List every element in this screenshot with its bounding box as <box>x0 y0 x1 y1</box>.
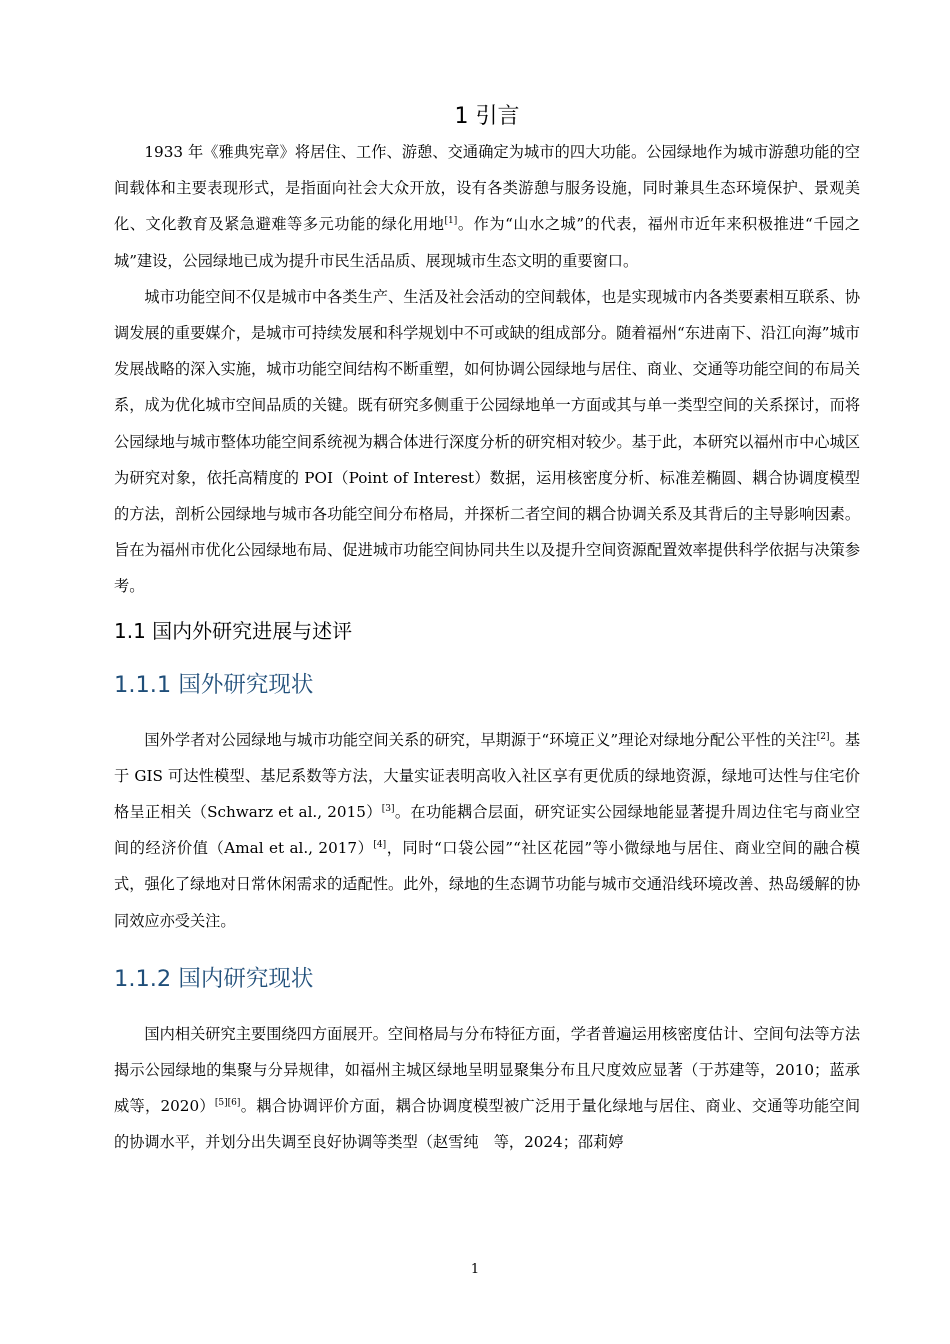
intro-paragraph-2: 城市功能空间不仅是城市中各类生产、生活及社会活动的空间载体，也是实现城市内各类要素相互联系、协调发展的重要媒介，是城市可持续发展和科学规划中不可或缺的组成部分。随着福州“东进南下、沿江向海”城市发展战略的深入实施，城市功能空间结构不断重塑，如何协调公园绿地与居住、商业、交通等功能空间的布局关系，成为优化城市空间品质的关键。既有研究多侧重于公园绿地单一方面或其与单一类型空间的关系探讨，而将公园绿地与城市整体功能空间系统视为耦合体进行深度分析的研究相对较少。基于此，本研究以福州市中心城区为研究对象，依托高精度的 POI（Point of Interest）数据，运用核密度分析、标准差椭圆、耦合协调度模型的方法，剖析公园绿地与城市各功能空间分布格局，并探析二者空间的耦合协调关系及其背后的主导影响因素。旨在为福州市优化公园绿地布局、促进城市功能空间协同共生以及提升空间资源配置效率提供科学依据与决策参考。 <box>114 287 860 596</box>
intro-paragraph-1 <box>114 134 860 279</box>
domestic-text-b: 。耦合协调评价方面，耦合协调度模型被广泛用于量化绿地与居住、商业、交通等功能空间的协调水平，并划分出失调至良好协调等类型（赵雪纯 等，2024；邵莉婷 <box>114 1097 861 1152</box>
foreign-research-paragraph <box>114 722 860 939</box>
citation-4[interactable]: [4] <box>373 840 387 851</box>
page-content <box>114 100 860 1161</box>
section-heading-1-1-1: 1.1.1 国外研究现状 <box>114 671 314 698</box>
citation-5-6[interactable]: [5][6] <box>214 1098 241 1109</box>
foreign-text-c: 。在功能耦合层面，研究证实公园绿地能显著提升周边住宅与商业空间的经济价值（Amal et al., 2017） <box>114 803 861 858</box>
section-heading-1-1: 1.1 国内外研究进展与述评 <box>114 618 353 643</box>
domestic-research-paragraph <box>114 1016 860 1161</box>
citation-2[interactable]: [2] <box>816 731 830 742</box>
citation-1[interactable]: [1] <box>444 216 458 227</box>
intro-p1-text-b: 。作为“山水之城”的代表，福州市近年来积极推进“千园之城”建设，公园绿地已成为提升市民生活品质、展现城市生态文明的重要窗口。 <box>114 215 861 270</box>
domestic-text-a: 国内相关研究主要围绕四方面展开。空间格局与分布特征方面，学者普遍运用核密度估计、空间句法等方法揭示公园绿地的集聚与分异规律，如福州主城区绿地呈明显聚集分布且尺度效应显著（于苏建等，2010；蓝承威等，2020） <box>114 1024 860 1116</box>
foreign-text-d: ，同时“口袋公园”“社区花园”等小微绿地与居住、商业空间的融合模式，强化了绿地对日常休闲需求的适配性。此外，绿地的生态调节功能与城市交通沿线环境改善、热岛缓解的协同效应亦受关注。 <box>114 839 860 930</box>
chapter-title: 1 引言 <box>454 104 520 129</box>
intro-p1-text-a: 1933 年《雅典宪章》将居住、工作、游憩、交通确定为城市的四大功能。公园绿地作为城市游憩功能的空间载体和主要表现形式，是指面向社会大众开放，设有各类游憩与服务设施，同时兼具生态环境保护、景观美化、文化教育及紧急避难等多元功能的绿化用地 <box>114 143 860 234</box>
citation-3[interactable]: [3] <box>381 804 395 815</box>
foreign-text-a: 国外学者对公园绿地与城市功能空间关系的研究，早期源于“环境正义”理论对绿地分配公平性的关注 <box>144 730 817 749</box>
foreign-text-b: 。基于 GIS 可达性模型、基尼系数等方法，大量实证表明高收入社区享有更优质的绿地资源，绿地可达性与住宅价格呈正相关（Schwarz et al., 2015） <box>114 730 861 822</box>
page-number: 1 <box>470 1262 480 1277</box>
section-heading-1-1-2: 1.1.2 国内研究现状 <box>114 965 314 992</box>
